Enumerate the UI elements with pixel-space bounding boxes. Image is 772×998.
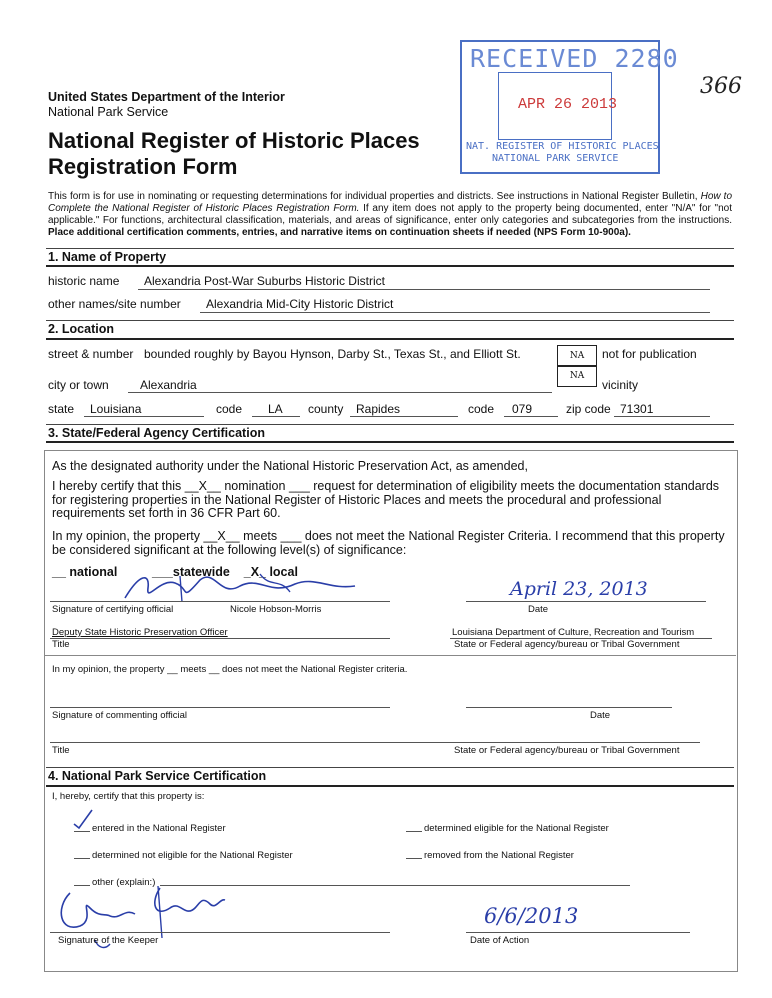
zip-label: zip code — [566, 402, 611, 416]
state-code-label: code — [216, 402, 243, 416]
other-names-value: Alexandria Mid-City Historic District — [206, 297, 394, 311]
cert-date-label: Date — [528, 604, 549, 615]
other-names-label: other names/site number — [48, 297, 181, 311]
county-value: Rapides — [356, 402, 401, 416]
cert-statement: I hereby certify that this __X__ nomination ___ request for determination of eligibility meets the documentation standards for registering properties in the National Register of Historic Places and meets the procedural and professional requirements set forth in 36 CFR Part 60. — [52, 479, 720, 520]
certifying-signature — [120, 568, 360, 608]
vicinity-label: vicinity — [602, 378, 639, 392]
comment-opinion: In my opinion, the property __ meets __ does not meet the National Register criteria. — [52, 664, 408, 675]
cert-agency-value: Louisiana Department of Culture, Recreation and Tourism — [452, 627, 695, 638]
county-label: county — [308, 402, 344, 416]
opt-entered: entered in the National Register — [92, 823, 226, 834]
opt-removed: removed from the National Register — [424, 850, 574, 861]
nps-cert-intro: I, hereby, certify that this property is: — [52, 791, 205, 802]
opt-not-eligible: determined not eligible for the National Register — [92, 850, 293, 861]
na-vicinity: NA — [557, 365, 597, 387]
date-of-action-value: 6/6/2013 — [484, 904, 579, 928]
cert-date-value: April 23, 2013 — [510, 578, 648, 600]
stamp-line2: NATIONAL PARK SERVICE — [492, 153, 619, 164]
not-for-publication-label: not for publication — [602, 347, 697, 361]
significance-levels: __ national ___statewide _X_ local — [52, 565, 298, 579]
stamp-line1: NAT. REGISTER OF HISTORIC PLACES — [466, 141, 659, 152]
section-4-heading: 4. National Park Service Certification — [48, 769, 267, 783]
comment-sig-label: Signature of commenting official — [52, 710, 188, 721]
cert-opinion: In my opinion, the property __X__ meets ___ does not meet the National Register Criteria. I recommend that this property be considered significant at the following level(s) of significance: — [52, 529, 725, 557]
date-of-action-label: Date of Action — [470, 935, 530, 946]
street-value: bounded roughly by Bayou Hynson, Darby St., Texas St., and Elliott St. — [144, 347, 521, 361]
county-code-label: code — [468, 402, 495, 416]
page-number: 366 — [700, 74, 742, 99]
historic-name-label: historic name — [48, 274, 120, 288]
historic-name-value: Alexandria Post-War Suburbs Historic District — [144, 274, 385, 288]
street-label: street & number — [48, 347, 134, 361]
comment-date-label: Date — [590, 710, 611, 721]
cert-agency-label: State or Federal agency/bureau or Tribal Government — [454, 639, 680, 650]
cert-title-label: Title — [52, 639, 70, 650]
cert-title-value: Deputy State Historic Preservation Officer — [52, 627, 228, 638]
form-title-1: National Register of Historic Places — [48, 128, 420, 153]
form-instructions: This form is for use in nominating or requesting determinations for individual properties and districts. See instructions in National Register Bulletin, How to Complete the National Register of Historic Places Registration Form. If any item does not apply to the property being documented, enter "N/A" for "not applicable." For functions, architectural classification, materials, and areas of significance, enter only categories and subcategories from the instructions. Place additional certification comments, entries, and narrative items on continuation sheets if needed (NPS Form 10-900a). — [48, 191, 733, 238]
sig-certifying-label: Signature of certifying official — [52, 604, 174, 615]
na-not-for-publication: NA — [557, 345, 597, 367]
form-title-2: Registration Form — [48, 154, 238, 179]
section-3-heading: 3. State/Federal Agency Certification — [48, 426, 265, 440]
stamp-date: APR 26 2013 — [518, 96, 618, 113]
keeper-signature — [50, 878, 240, 958]
sig-certifying-name: Nicole Hobson-Morris — [230, 604, 322, 615]
county-code-value: 079 — [512, 402, 533, 416]
state-code-value: LA — [268, 402, 283, 416]
checkmark-icon — [72, 808, 94, 830]
header-service: National Park Service — [48, 105, 169, 119]
section-2-heading: 2. Location — [48, 322, 114, 336]
state-value: Louisiana — [90, 402, 142, 416]
state-label: state — [48, 402, 75, 416]
city-value: Alexandria — [140, 378, 197, 392]
keeper-sig-label: Signature of the Keeper — [58, 935, 159, 946]
comment-title-label: Title — [52, 745, 70, 756]
opt-other: other (explain:) — [92, 877, 156, 888]
stamp-received: RECEIVED 2280 — [470, 44, 679, 73]
cert-authority: As the designated authority under the National Historic Preservation Act, as amended, — [52, 459, 528, 473]
zip-value: 71301 — [620, 402, 654, 416]
opt-determined-eligible: determined eligible for the National Register — [424, 823, 609, 834]
header-dept: United States Department of the Interior — [48, 90, 285, 104]
city-label: city or town — [48, 378, 109, 392]
comment-agency-label: State or Federal agency/bureau or Tribal Government — [454, 745, 680, 756]
section-1-heading: 1. Name of Property — [48, 250, 167, 264]
